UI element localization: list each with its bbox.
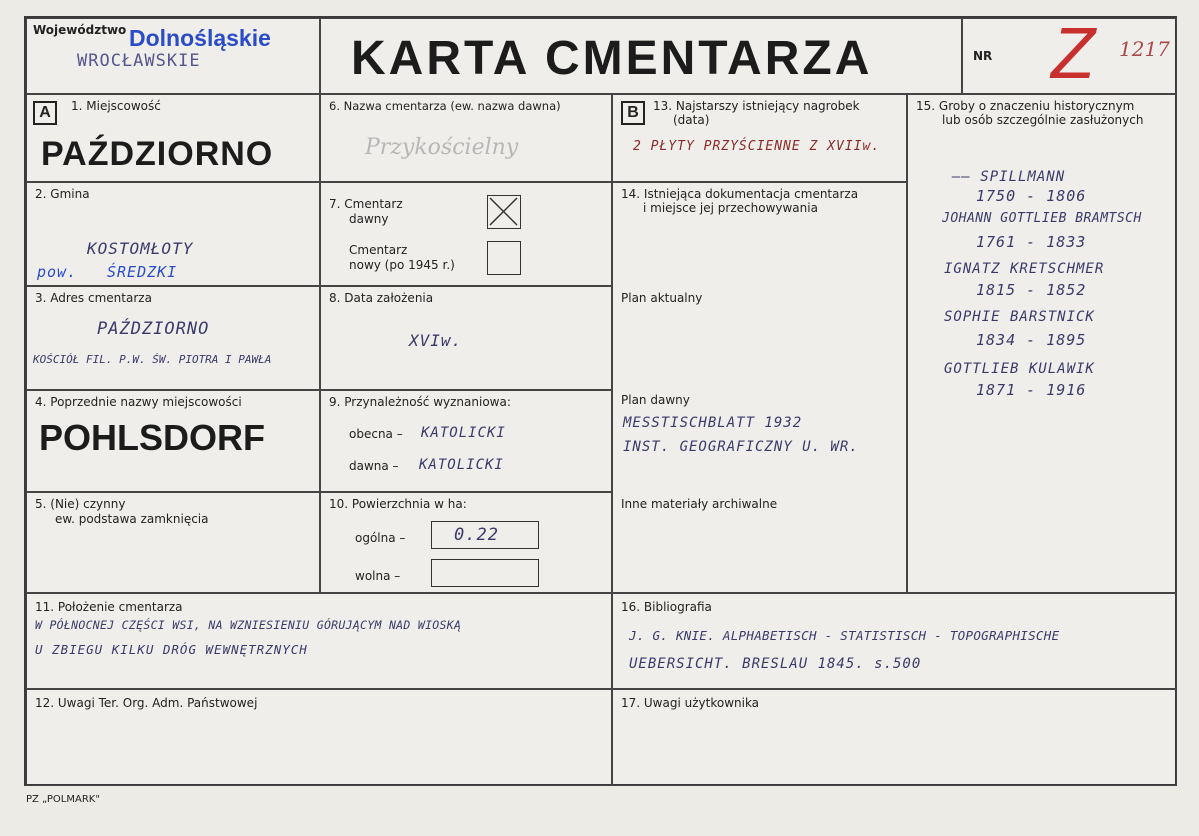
total-area-box[interactable]: [431, 521, 539, 549]
field-4-cell: [26, 390, 320, 492]
old-plan-value-2: INST. GEOGRAFICZNY U. WR.: [623, 439, 859, 455]
grave-1-dates: 1761 - 1833: [976, 233, 1087, 251]
field-4-label: 4. Poprzednie nazwy miejscowości: [35, 395, 242, 409]
field-17-label: 17. Uwagi użytkownika: [621, 696, 760, 710]
field-5-label-2: ew. podstawa zamknięcia: [55, 512, 209, 526]
number-letter: Z: [1051, 14, 1095, 94]
field-2-value: KOSTOMŁOTY: [87, 239, 194, 258]
field-1-cell: [26, 94, 320, 182]
field-6-label: 6. Nazwa cmentarza (ew. nazwa dawna): [329, 99, 561, 113]
field-15-label-1: 15. Groby o znaczeniu historycznym: [916, 99, 1135, 113]
old-plan-value-1: MESSTISCHBLATT 1932: [623, 415, 803, 431]
voivodeship-cell: [26, 18, 320, 94]
field-7-old-label-1: 7. Cmentarz: [329, 197, 403, 211]
field-1-value: PAŹDZIORNO: [41, 135, 274, 173]
field-9-current-label: obecna –: [349, 427, 403, 441]
field-10-free-label: wolna –: [355, 569, 401, 583]
field-7-new-label-2: nowy (po 1945 r.): [349, 258, 455, 272]
field-15-cell: [907, 94, 1177, 593]
field-15-label-2: lub osób szczególnie zasłużonych: [942, 113, 1144, 127]
field-8-label: 8. Data założenia: [329, 291, 434, 305]
grave-2-name: IGNATZ KRETSCHMER: [944, 261, 1105, 277]
field-12-cell: [26, 689, 612, 786]
grave-0-name: —— SPILLMANN: [952, 169, 1066, 185]
number-value: 1217: [1119, 37, 1170, 61]
field-13-label-1: 13. Najstarszy istniejący nagrobek: [653, 99, 860, 113]
field-14-label-1: 14. Istniejąca dokumentacja cmentarza: [621, 187, 859, 201]
grave-3-name: SOPHIE BARSTNICK: [944, 309, 1095, 325]
grave-4-name: GOTTLIEB KULAWIK: [944, 361, 1095, 377]
number-label: NR: [973, 49, 993, 63]
free-area-box[interactable]: [431, 559, 539, 587]
field-13-cell: [612, 94, 907, 182]
field-7-cell: [320, 182, 612, 286]
field-2-label: 2. Gmina: [35, 187, 90, 201]
field-16-cell: [612, 593, 1177, 689]
field-9-label: 9. Przynależność wyznaniowa:: [329, 395, 511, 409]
field-14-cell: [612, 182, 907, 593]
voivodeship-stamp: Dolnośląskie: [129, 25, 271, 51]
field-3-value-1: PAŹDZIORNO: [97, 319, 210, 339]
field-3-label: 3. Adres cmentarza: [35, 291, 152, 305]
field-9-former-label: dawna –: [349, 459, 399, 473]
field-11-value-1: W PÓŁNOCNEJ CZĘŚCI WSI, NA WZNIESIENIU GÓRUJĄCYM NAD WIOSKĄ: [35, 618, 462, 632]
field-13-value: 2 PŁYTY PRZYŚCIENNE Z XVIIw.: [633, 139, 881, 154]
field-13-label-2: (data): [673, 113, 710, 127]
field-1-label: 1. Miejscowość: [71, 99, 161, 113]
field-14-label-2: i miejsce jej przechowywania: [643, 201, 818, 215]
field-11-cell: [26, 593, 612, 689]
field-6-cell: [320, 94, 612, 182]
field-7-new-label-1: Cmentarz: [349, 243, 408, 257]
field-10-label: 10. Powierzchnia w ha:: [329, 497, 467, 511]
voivodeship-handwritten: WROCŁAWSKIE: [77, 51, 201, 71]
total-area-value: 0.22: [454, 525, 499, 545]
field-8-value: XVIw.: [409, 331, 463, 350]
section-a-box: A: [33, 101, 57, 125]
field-9-former-value: KATOLICKI: [419, 457, 504, 473]
field-6-value: Przykościelny: [365, 135, 519, 160]
field-7-old-label-2: dawny: [349, 212, 389, 226]
old-cemetery-checkbox[interactable]: [487, 195, 521, 229]
grave-2-dates: 1815 - 1852: [976, 281, 1087, 299]
field-16-value-2: UEBERSICHT. BRESLAU 1845. s.500: [629, 656, 922, 672]
county-value: ŚREDZKI: [107, 263, 178, 281]
new-cemetery-checkbox[interactable]: [487, 241, 521, 275]
field-17-cell: [612, 689, 1177, 786]
field-16-label: 16. Bibliografia: [621, 600, 712, 614]
field-11-label: 11. Położenie cmentarza: [35, 600, 183, 614]
grave-1-name: JOHANN GOTTLIEB BRAMTSCH: [942, 211, 1142, 226]
field-4-value: POHLSDORF: [39, 417, 266, 458]
grave-3-dates: 1834 - 1895: [976, 331, 1087, 349]
field-10-cell: [320, 492, 612, 593]
county-label: pow.: [37, 263, 78, 281]
field-12-label: 12. Uwagi Ter. Org. Adm. Państwowej: [35, 696, 258, 710]
field-2-cell: [26, 182, 320, 286]
card-title: KARTA CMENTARZA: [351, 32, 873, 85]
title-cell: [320, 18, 962, 94]
number-cell: [962, 14, 1177, 94]
field-3-cell: [26, 286, 320, 390]
field-8-cell: [320, 286, 612, 390]
printer-footer: PZ „POLMARK": [26, 794, 100, 805]
field-10-total-label: ogólna –: [355, 531, 406, 545]
grave-4-dates: 1871 - 1916: [976, 381, 1087, 399]
field-16-value-1: J. G. KNIE. ALPHABETISCH - STATISTISCH - TOPOGRAPHISCHE: [629, 628, 1060, 643]
field-9-cell: [320, 390, 612, 492]
current-plan-label: Plan aktualny: [621, 291, 703, 305]
old-plan-label: Plan dawny: [621, 393, 690, 407]
section-b-box: B: [621, 101, 645, 125]
voivodeship-label: Województwo: [33, 23, 127, 37]
field-5-cell: [26, 492, 320, 593]
field-11-value-2: U ZBIEGU KILKU DRÓG WEWNĘTRZNYCH: [35, 642, 308, 657]
other-archives-label: Inne materiały archiwalne: [621, 497, 778, 511]
cemetery-card: [24, 16, 1177, 786]
grave-0-dates: 1750 - 1806: [976, 187, 1087, 205]
field-5-label-1: 5. (Nie) czynny: [35, 497, 126, 511]
field-3-value-2: KOŚCIÓŁ FIL. P.W. ŚW. PIOTRA I PAWŁA: [33, 353, 272, 366]
field-9-current-value: KATOLICKI: [421, 425, 506, 441]
